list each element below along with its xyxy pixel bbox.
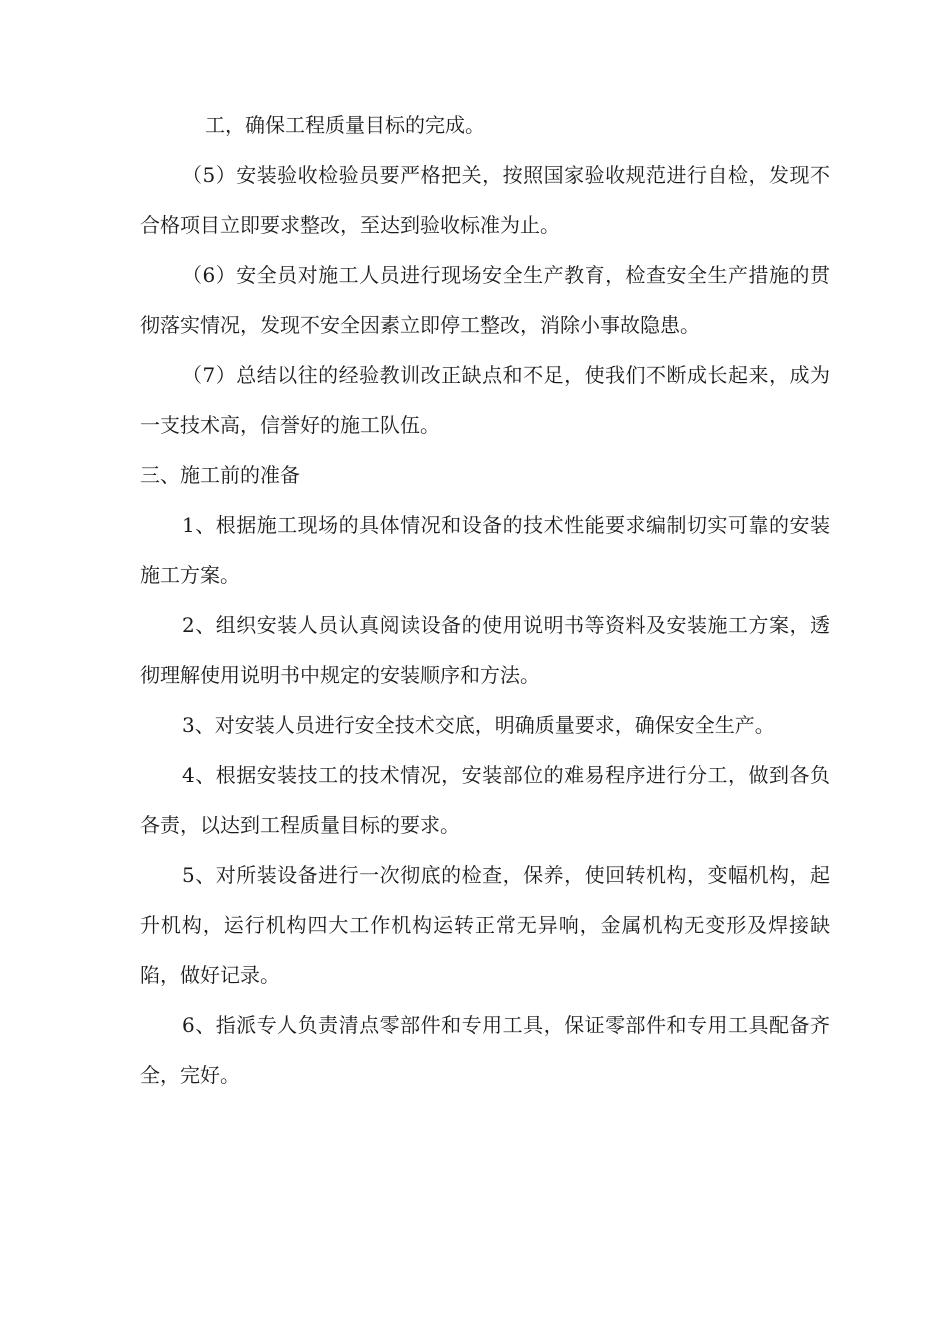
document-body [140, 100, 830, 1100]
section-heading: 三、施工前的准备 [140, 463, 300, 487]
prep-item-3: 3、对安装人员进行安全技术交底，明确质量要求，确保安全生产。 [182, 713, 775, 737]
paragraph-item-6: （6）安全员对施工人员进行现场安全生产教育，检查安全生产措施的贯彻落实情况，发现不安全因素立即停工整改，消除小事故隐患。 [140, 263, 830, 337]
paragraph-continuation: 工，确保工程质量目标的完成。 [205, 113, 485, 137]
prep-item-4: 4、根据安装技工的技术情况，安装部位的难易程序进行分工，做到各负各责，以达到工程质量目标的要求。 [140, 763, 830, 837]
prep-item-6: 6、指派专人负责清点零部件和专用工具，保证零部件和专用工具配备齐全，完好。 [140, 1013, 830, 1087]
prep-item-2: 2、组织安装人员认真阅读设备的使用说明书等资料及安装施工方案，透彻理解使用说明书中规定的安装顺序和方法。 [140, 613, 830, 687]
paragraph-item-5: （5）安装验收检验员要严格把关，按照国家验收规范进行自检，发现不合格项目立即要求整改，至达到验收标准为止。 [140, 163, 830, 237]
prep-item-5: 5、对所装设备进行一次彻底的检查，保养，使回转机构，变幅机构，起升机构，运行机构四大工作机构运转正常无异响，金属机构无变形及焊接缺陷，做好记录。 [140, 863, 830, 987]
paragraph-item-7: （7）总结以往的经验教训改正缺点和不足，使我们不断成长起来，成为一支技术高，信誉好的施工队伍。 [140, 363, 830, 437]
prep-item-1: 1、根据施工现场的具体情况和设备的技术性能要求编制切实可靠的安装施工方案。 [140, 513, 830, 587]
